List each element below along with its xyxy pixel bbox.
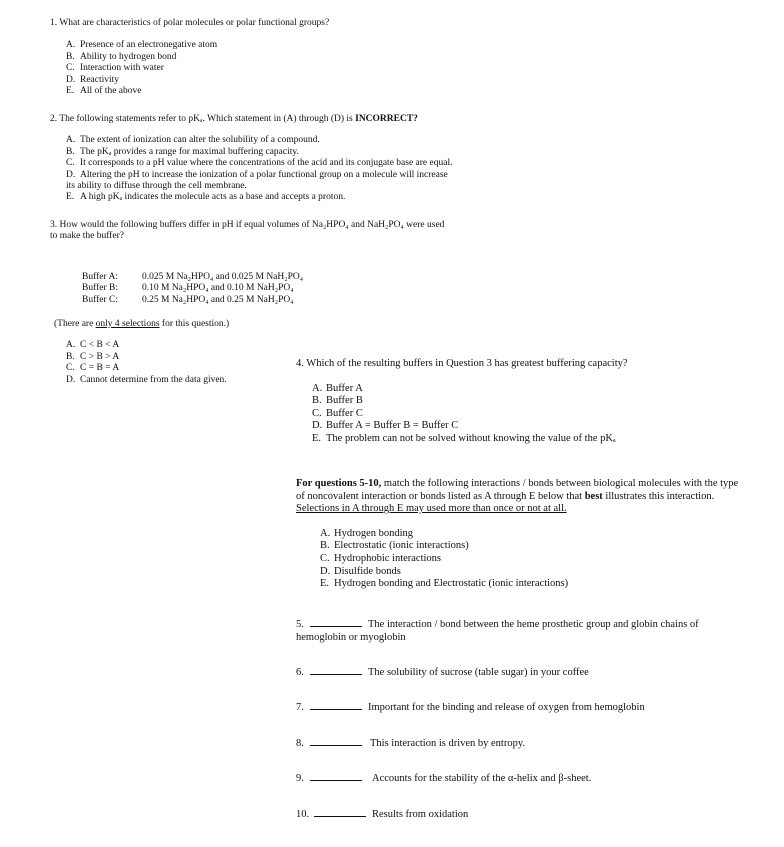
question-1-options bbox=[50, 40, 450, 97]
question-3-text-cont: to make the buffer? bbox=[50, 231, 124, 242]
question-4-options bbox=[296, 383, 756, 446]
option-2d: D. Altering the pH to increase the ionization of a polar functional group on a molecule will increase bbox=[66, 169, 448, 180]
option-4e: E. The problem can not be solved without knowing the value of the pKₐ bbox=[312, 432, 616, 444]
matching-intro-line3: Selections in A through E may used more than once or not at all. bbox=[296, 503, 567, 515]
match-item-9: 9. Accounts for the stability of the α-helix and β-sheet. bbox=[296, 773, 592, 784]
selection-note: (There are only 4 selections for this question.) bbox=[54, 318, 230, 329]
match-option-d: D. Disulfide bonds bbox=[320, 565, 401, 577]
option-1d: D. Reactivity bbox=[66, 74, 120, 85]
option-1e: E. All of the above bbox=[66, 85, 142, 96]
option-2b: B. The pKₐ provides a range for maximal buffering capacity. bbox=[66, 146, 299, 157]
answer-blank-9[interactable] bbox=[310, 772, 362, 781]
match-item-6: 6. The solubility of sucrose (table sugar) in your coffee bbox=[296, 667, 589, 678]
answer-blank-10[interactable] bbox=[314, 808, 366, 817]
match-option-b: B. Electrostatic (ionic interactions) bbox=[320, 540, 469, 552]
question-2-text: 2. The following statements refer to pKₐ. Which statement in (A) through (D) is INCORRECT? bbox=[50, 114, 418, 124]
match-option-a: A. Hydrogen bonding bbox=[320, 527, 414, 539]
question-1-text: 1. What are characteristics of polar molecules or polar functional groups? bbox=[50, 18, 330, 28]
buffer-a: Buffer A: 0.025 M Na₂HPO₄ and 0.025 M NaH₂PO₄ bbox=[82, 271, 304, 282]
buffer-b: Buffer B: 0.10 M Na₂HPO₄ and 0.10 M NaH₂PO₄ bbox=[82, 283, 294, 294]
answer-blank-7[interactable] bbox=[310, 701, 362, 710]
option-3a: A. C < B < A bbox=[66, 340, 120, 351]
matching-intro-line1: For questions 5-10, match the following interactions / bonds between biological molecules with the type bbox=[296, 478, 739, 489]
option-4d: D. Buffer A = Buffer B = Buffer C bbox=[312, 420, 459, 432]
match-item-5: 5. The interaction / bond between the heme prosthetic group and globin chains of hemoglobin or myoglobin bbox=[296, 619, 699, 643]
option-2d-cont: its ability to diffuse through the cell membrane. bbox=[66, 180, 247, 191]
buffer-c: Buffer C: 0.25 M Na₂HPO₄ and 0.25 M NaH₂PO₄ bbox=[82, 294, 294, 305]
buffer-list bbox=[50, 272, 470, 306]
option-4b: B. Buffer B bbox=[312, 395, 363, 407]
option-1b: B. Ability to hydrogen bond bbox=[66, 51, 177, 62]
answer-blank-5[interactable] bbox=[310, 618, 362, 627]
question-4-text: 4. Which of the resulting buffers in Question 3 has greatest buffering capacity? bbox=[296, 358, 628, 369]
question-3-text: 3. How would the following buffers differ in pH if equal volumes of Na₂HPO₄ and NaH₂PO₄ were used bbox=[50, 220, 445, 230]
option-4a: A. Buffer A bbox=[312, 382, 363, 394]
matching-options bbox=[296, 528, 766, 591]
option-3b: B. C > B > A bbox=[66, 351, 120, 362]
question-1 bbox=[50, 18, 450, 97]
matching-section bbox=[296, 478, 766, 591]
match-item-10: 10. Results from oxidation bbox=[296, 809, 469, 820]
option-1a: A. Presence of an electronegative atom bbox=[66, 40, 218, 51]
matching-intro-line2: of noncovalent interaction or bonds listed as A through E below that best illustrates this interaction. bbox=[296, 490, 715, 502]
question-2 bbox=[50, 114, 490, 204]
answer-blank-6[interactable] bbox=[310, 666, 362, 675]
option-2e: E. A high pKₐ indicates the molecule acts as a base and accepts a proton. bbox=[66, 192, 346, 203]
option-2a: A. The extent of ionization can alter the solubility of a compound. bbox=[66, 135, 320, 146]
answer-blank-8[interactable] bbox=[310, 737, 362, 746]
match-option-e: E. Hydrogen bonding and Electrostatic (ionic interactions) bbox=[320, 578, 569, 590]
match-item-7: 7. Important for the binding and release of oxygen from hemoglobin bbox=[296, 702, 645, 713]
option-2c: C. It corresponds to a pH value where the concentrations of the acid and its conjugate base are equal. bbox=[66, 158, 453, 169]
option-4c: C. Buffer C bbox=[312, 407, 363, 419]
match-option-c: C. Hydrophobic interactions bbox=[320, 552, 442, 564]
question-2-options bbox=[50, 135, 490, 203]
option-3d: D. Cannot determine from the data given. bbox=[66, 374, 227, 385]
option-3c: C. C = B = A bbox=[66, 363, 120, 374]
option-1c: C. Interaction with water bbox=[66, 63, 164, 74]
match-item-8: 8. This interaction is driven by entropy. bbox=[296, 738, 526, 749]
question-4 bbox=[296, 358, 756, 446]
